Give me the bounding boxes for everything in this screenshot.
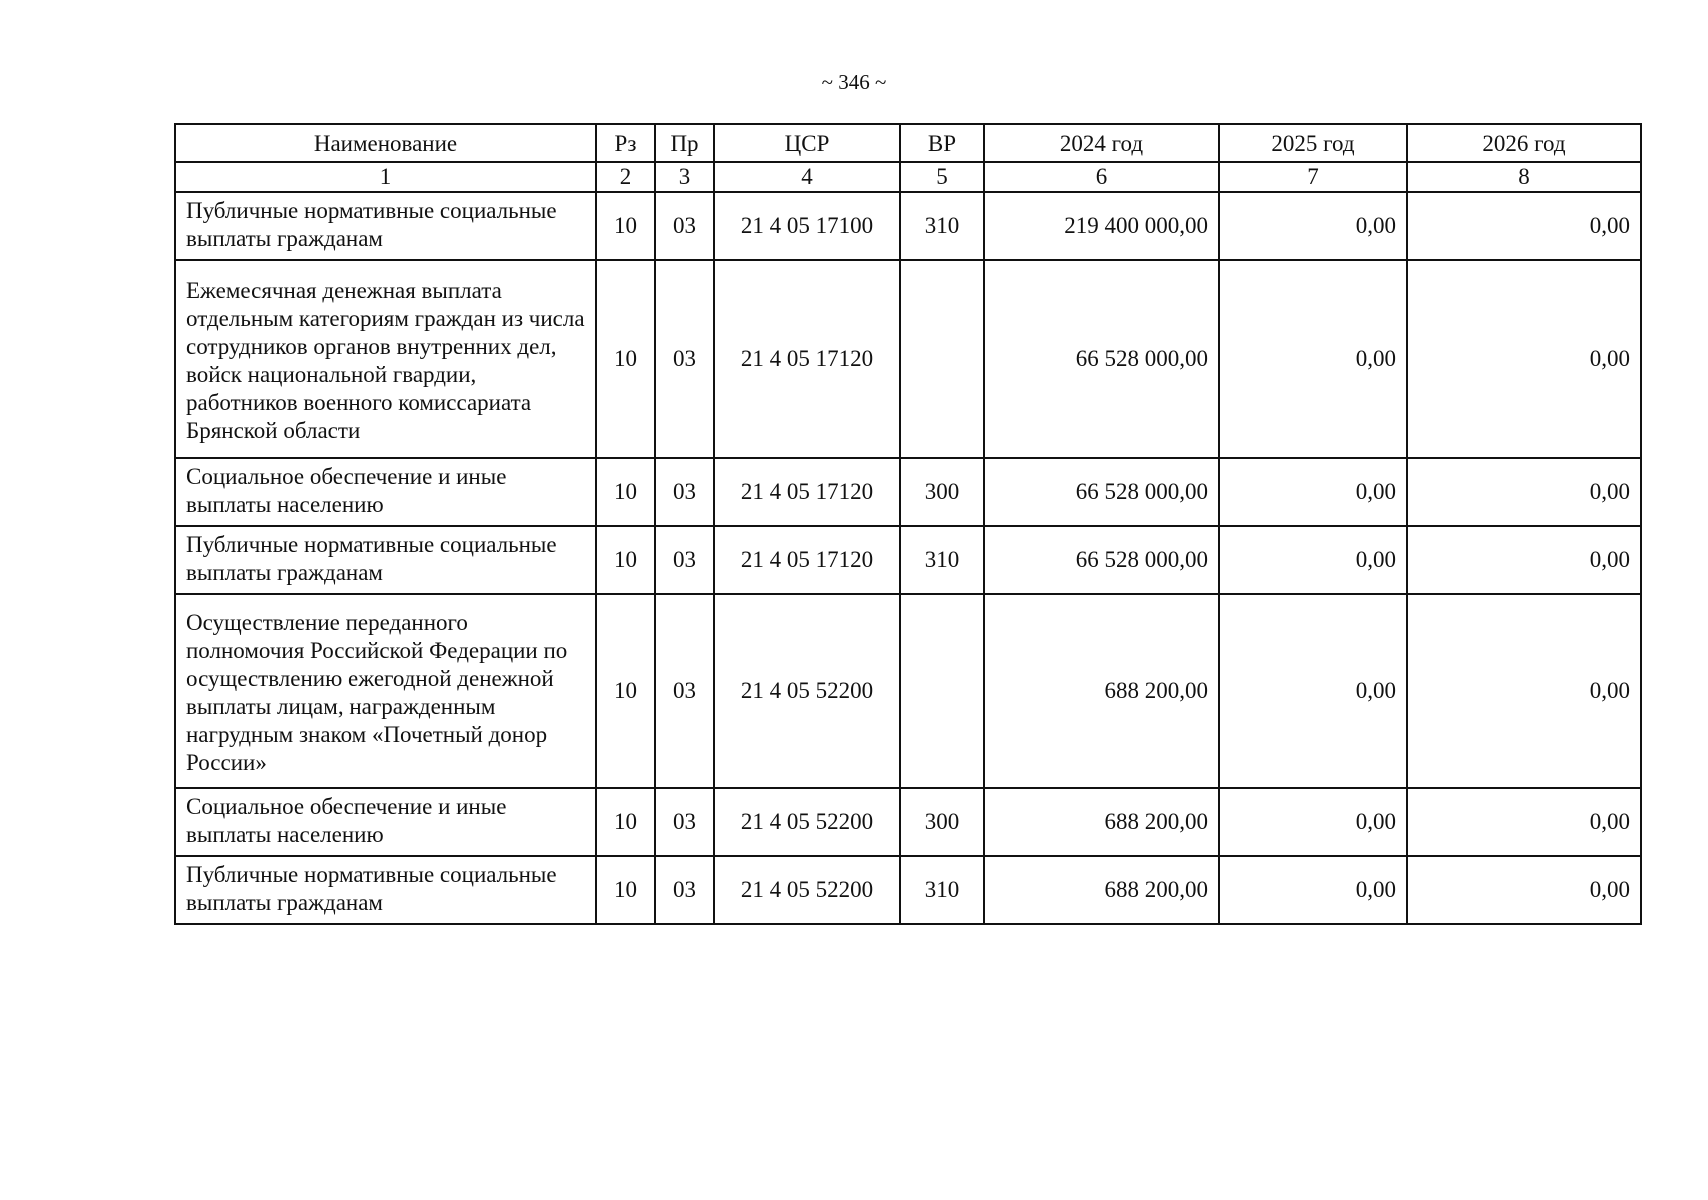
row-2024: 66 528 000,00 (984, 526, 1219, 594)
row-2026: 0,00 (1407, 260, 1641, 458)
row-csr: 21 4 05 52200 (714, 856, 900, 924)
row-csr: 21 4 05 17100 (714, 192, 900, 260)
table-row (175, 192, 1641, 260)
row-name: Публичные нормативные социальные выплаты гражданам (175, 192, 596, 260)
column-number: 2 (596, 162, 655, 192)
row-rz: 10 (596, 788, 655, 856)
row-2026: 0,00 (1407, 856, 1641, 924)
row-2024: 66 528 000,00 (984, 458, 1219, 526)
table-row (175, 788, 1641, 856)
header-name: Наименование (175, 124, 596, 162)
row-vr: 300 (900, 788, 984, 856)
table-row (175, 594, 1641, 788)
row-rz: 10 (596, 856, 655, 924)
row-rz: 10 (596, 458, 655, 526)
row-pr: 03 (655, 458, 714, 526)
table-row (175, 260, 1641, 458)
row-csr: 21 4 05 17120 (714, 526, 900, 594)
header-rz: Рз (596, 124, 655, 162)
row-csr: 21 4 05 17120 (714, 260, 900, 458)
table-row (175, 458, 1641, 526)
row-rz: 10 (596, 526, 655, 594)
row-name: Социальное обеспечение и иные выплаты населению (175, 458, 596, 526)
budget-table (174, 123, 1642, 925)
header-csr: ЦСР (714, 124, 900, 162)
row-vr (900, 594, 984, 788)
row-2024: 688 200,00 (984, 594, 1219, 788)
row-name: Публичные нормативные социальные выплаты гражданам (175, 856, 596, 924)
row-2026: 0,00 (1407, 192, 1641, 260)
header-2025: 2025 год (1219, 124, 1407, 162)
row-vr: 300 (900, 458, 984, 526)
column-number: 5 (900, 162, 984, 192)
row-csr: 21 4 05 52200 (714, 594, 900, 788)
row-2024: 688 200,00 (984, 788, 1219, 856)
row-vr (900, 260, 984, 458)
row-2024: 66 528 000,00 (984, 260, 1219, 458)
column-number: 8 (1407, 162, 1641, 192)
column-number: 3 (655, 162, 714, 192)
column-number: 6 (984, 162, 1219, 192)
table-row (175, 856, 1641, 924)
row-name: Публичные нормативные социальные выплаты гражданам (175, 526, 596, 594)
row-2024: 688 200,00 (984, 856, 1219, 924)
row-2025: 0,00 (1219, 458, 1407, 526)
row-2025: 0,00 (1219, 788, 1407, 856)
row-2025: 0,00 (1219, 856, 1407, 924)
row-pr: 03 (655, 526, 714, 594)
row-vr: 310 (900, 192, 984, 260)
row-rz: 10 (596, 260, 655, 458)
row-2026: 0,00 (1407, 526, 1641, 594)
column-number: 7 (1219, 162, 1407, 192)
row-vr: 310 (900, 856, 984, 924)
row-name: Осуществление переданного полномочия Российской Федерации по осуществлению ежегодной денежной выплаты лицам, награжденным нагрудным знаком «Почетный донор России» (175, 594, 596, 788)
row-pr: 03 (655, 260, 714, 458)
row-2026: 0,00 (1407, 594, 1641, 788)
header-2026: 2026 год (1407, 124, 1641, 162)
column-number-row (175, 162, 1641, 192)
row-rz: 10 (596, 594, 655, 788)
row-2025: 0,00 (1219, 260, 1407, 458)
row-2025: 0,00 (1219, 192, 1407, 260)
row-csr: 21 4 05 52200 (714, 788, 900, 856)
row-vr: 310 (900, 526, 984, 594)
header-vr: ВР (900, 124, 984, 162)
header-pr: Пр (655, 124, 714, 162)
row-pr: 03 (655, 788, 714, 856)
row-2025: 0,00 (1219, 526, 1407, 594)
row-rz: 10 (596, 192, 655, 260)
row-2026: 0,00 (1407, 788, 1641, 856)
column-number: 4 (714, 162, 900, 192)
row-name: Ежемесячная денежная выплата отдельным категориям граждан из числа сотрудников органов внутренних дел, войск национальной гвардии, работников военного комиссариата Брянской области (175, 260, 596, 458)
row-2026: 0,00 (1407, 458, 1641, 526)
row-csr: 21 4 05 17120 (714, 458, 900, 526)
table-row (175, 526, 1641, 594)
header-2024: 2024 год (984, 124, 1219, 162)
row-pr: 03 (655, 594, 714, 788)
page-number: ~ 346 ~ (821, 70, 887, 94)
row-pr: 03 (655, 192, 714, 260)
row-pr: 03 (655, 856, 714, 924)
row-2025: 0,00 (1219, 594, 1407, 788)
column-number: 1 (175, 162, 596, 192)
header-row (175, 124, 1641, 162)
row-2024: 219 400 000,00 (984, 192, 1219, 260)
row-name: Социальное обеспечение и иные выплаты населению (175, 788, 596, 856)
